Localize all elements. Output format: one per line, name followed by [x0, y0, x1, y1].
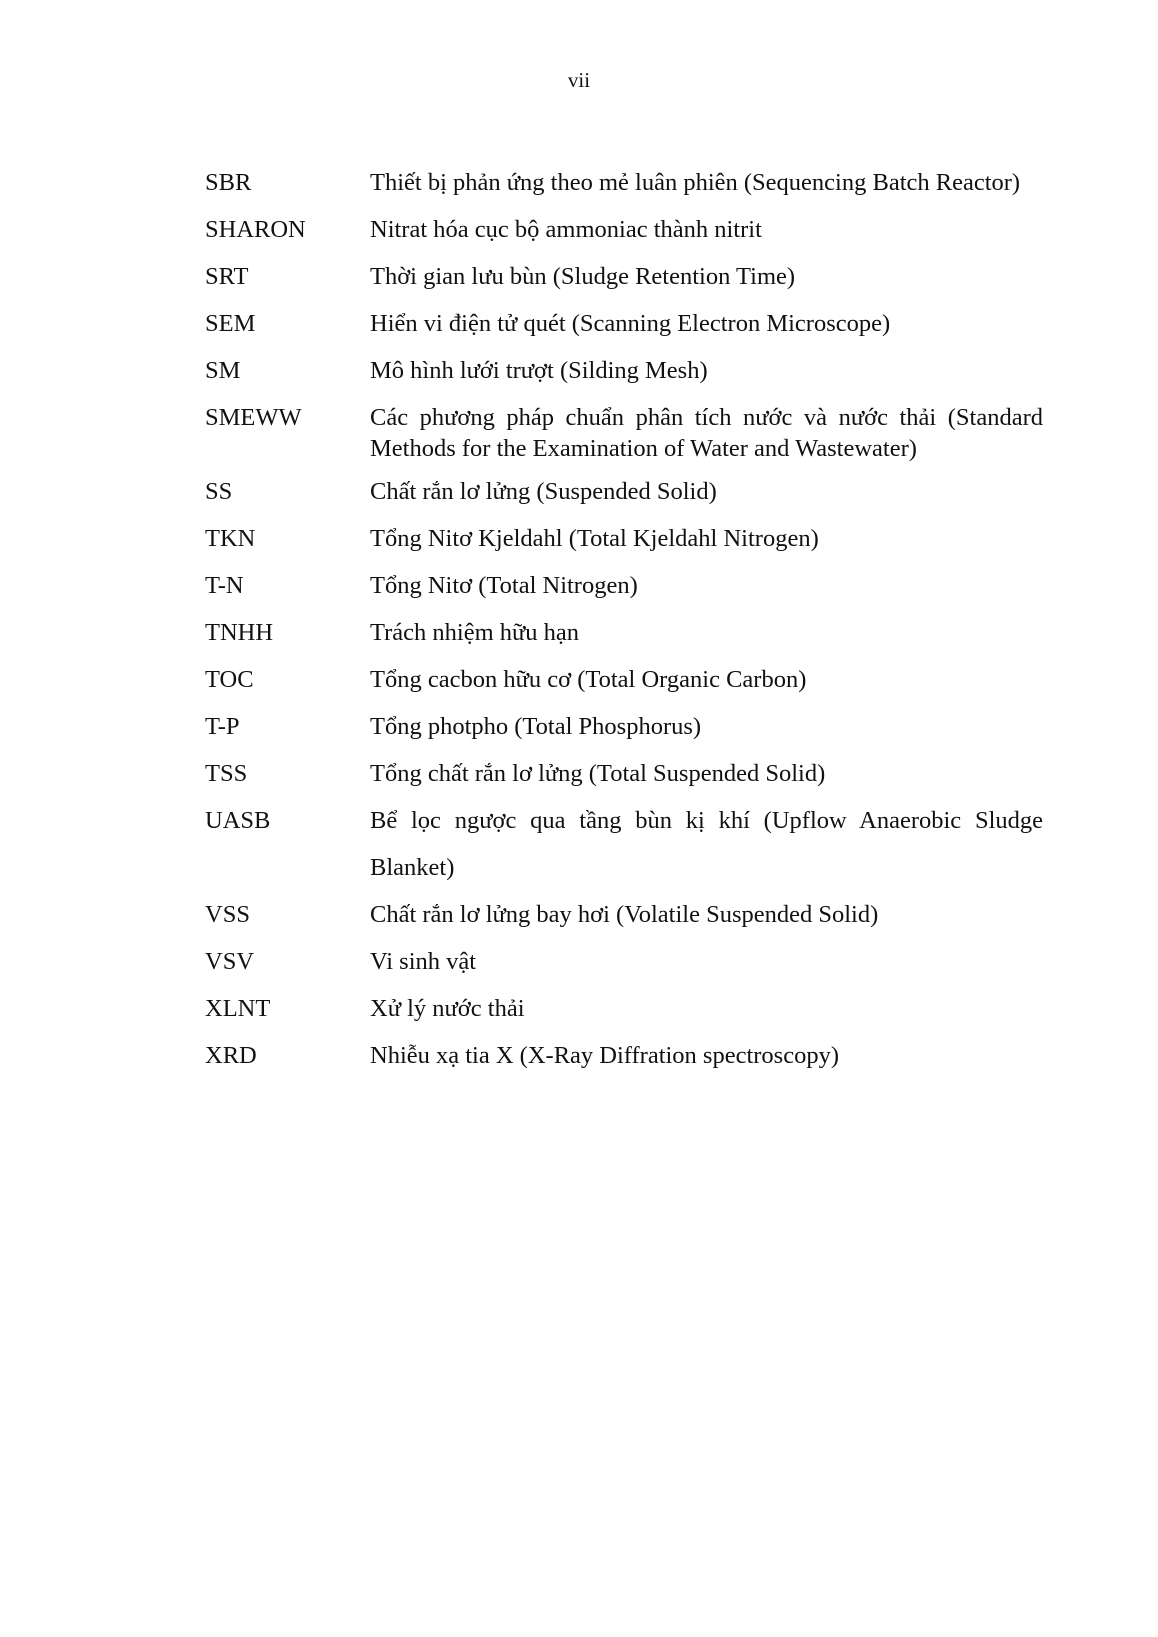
abbreviation: SHARON: [205, 216, 306, 243]
definition: Thời gian lưu bùn (Sludge Retention Time): [370, 263, 796, 290]
page-number: vii: [567, 68, 591, 92]
abbreviation: TSS: [205, 760, 248, 787]
abbreviation: SMEWW: [205, 404, 302, 431]
abbreviation: TNHH: [205, 619, 274, 646]
list-item: [205, 300, 1043, 347]
definition: Bể lọc ngược qua tầng bùn kị khí (Upflow Anaerobic Sludge Blanket): [370, 807, 1043, 881]
list-item: [205, 159, 1043, 206]
definition: Tổng Nitơ Kjeldahl (Total Kjeldahl Nitrogen): [370, 525, 819, 552]
abbreviation: SS: [205, 478, 233, 505]
definition: Xử lý nước thải: [370, 995, 525, 1022]
definition: Mô hình lưới trượt (Silding Mesh): [370, 357, 708, 384]
definition: Hiển vi điện tử quét (Scanning Electron Microscope): [370, 310, 891, 337]
abbreviation: T-N: [205, 572, 244, 599]
definition: Tổng cacbon hữu cơ (Total Organic Carbon): [370, 666, 807, 693]
list-item: [205, 938, 1043, 985]
definition: Trách nhiệm hữu hạn: [370, 619, 580, 646]
definition: Tổng chất rắn lơ lửng (Total Suspended Solid): [370, 760, 826, 787]
definition: Nhiễu xạ tia X (X-Ray Diffration spectroscopy): [370, 1042, 839, 1069]
list-item: [205, 394, 1043, 468]
list-item: [205, 985, 1043, 1032]
definition: Chất rắn lơ lửng (Suspended Solid): [370, 478, 717, 505]
list-item: [205, 515, 1043, 562]
abbreviation: SM: [205, 357, 241, 384]
list-item: [205, 703, 1043, 750]
abbreviation: UASB: [205, 807, 271, 834]
definition: Nitrat hóa cục bộ ammoniac thành nitrit: [370, 216, 762, 243]
list-item: [205, 656, 1043, 703]
abbreviation: TOC: [205, 666, 254, 693]
abbreviation: VSV: [205, 948, 255, 975]
list-item: [205, 797, 1043, 891]
definition: Vi sinh vật: [370, 948, 477, 975]
list-item: [205, 750, 1043, 797]
abbreviation: SRT: [205, 263, 249, 290]
list-item: [205, 609, 1043, 656]
abbreviation: VSS: [205, 901, 250, 928]
list-item: [205, 253, 1043, 300]
definition: Thiết bị phản ứng theo mẻ luân phiên (Sequencing Batch Reactor): [370, 169, 1021, 196]
definition: Các phương pháp chuẩn phân tích nước và nước thải (Standard Methods for the Examination of Water and Wastewater): [370, 404, 1043, 462]
list-item: [205, 562, 1043, 609]
definition: Tổng photpho (Total Phosphorus): [370, 713, 702, 740]
abbreviation: T-P: [205, 713, 240, 740]
abbreviation: XLNT: [205, 995, 271, 1022]
list-item: [205, 891, 1043, 938]
definition: Tổng Nitơ (Total Nitrogen): [370, 572, 638, 599]
list-item: [205, 347, 1043, 394]
list-item: [205, 206, 1043, 253]
abbreviation: SEM: [205, 310, 256, 337]
abbreviation: TKN: [205, 525, 256, 552]
abbreviation: XRD: [205, 1042, 257, 1069]
abbreviation: SBR: [205, 169, 252, 196]
list-item: [205, 1032, 1043, 1079]
abbreviation-list: [205, 159, 1043, 1079]
list-item: [205, 468, 1043, 515]
definition: Chất rắn lơ lửng bay hơi (Volatile Suspended Solid): [370, 901, 879, 928]
